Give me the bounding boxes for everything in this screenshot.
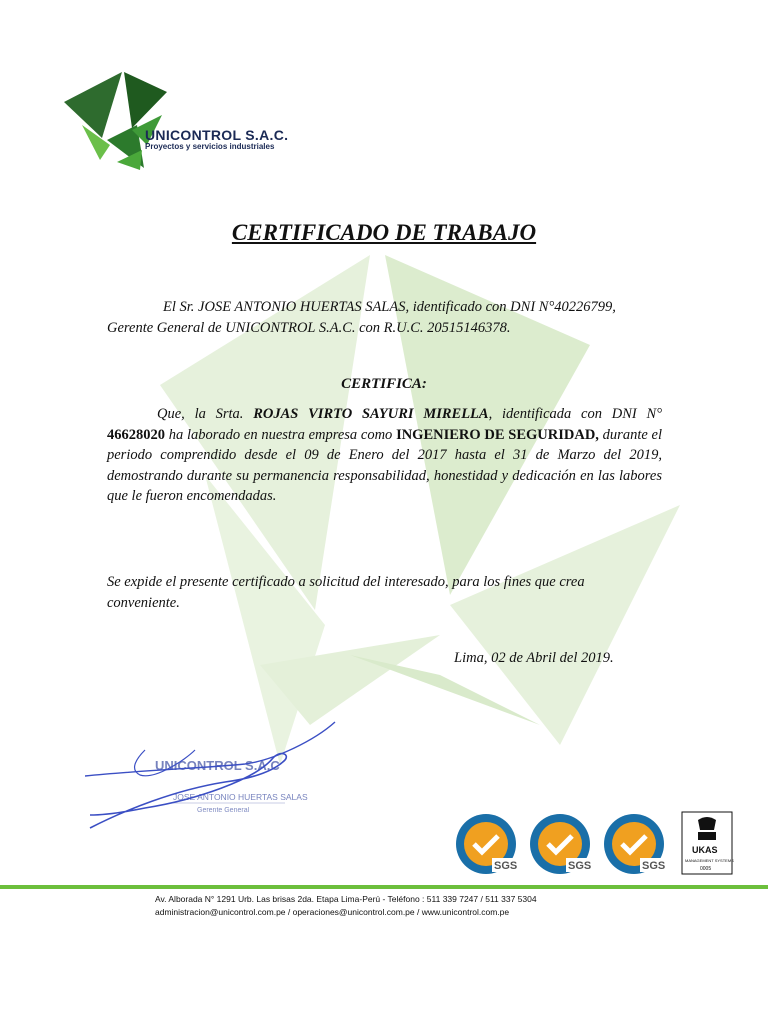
sgs-seal-3 (604, 814, 672, 874)
footer (155, 893, 537, 919)
svg-text:Gerente General: Gerente General (197, 807, 250, 814)
ukas-seal (682, 812, 734, 874)
employee-name: ROJAS VIRTO SAYURI MIRELLA (253, 406, 489, 422)
svg-text:0005: 0005 (700, 866, 712, 872)
intro-paragraph (107, 297, 667, 339)
svg-text:UKAS: UKAS (692, 845, 718, 855)
certification-body (107, 404, 662, 507)
body-mid-1: , identificada con DNI N° (488, 406, 662, 422)
employee-position: INGENIERO DE SEGURIDAD, (396, 426, 599, 443)
footer-divider (0, 883, 768, 891)
body-mid-2: ha laborado en nuestra empresa como (165, 426, 397, 443)
employee-dni: 46628020 (107, 426, 165, 443)
footer-contact: administracion@unicontrol.com.pe / operaciones@unicontrol.com.pe / www.unicontrol.com.pe (155, 907, 510, 917)
svg-text:JOSE ANTONIO HUERTAS SALAS: JOSE ANTONIO HUERTAS SALAS (173, 792, 308, 802)
svg-text:SGS: SGS (642, 860, 666, 872)
signature-stamp (85, 720, 345, 840)
company-tagline: Proyectos y servicios industriales (145, 142, 275, 151)
intro-line-1: El Sr. JOSE ANTONIO HUERTAS SALAS, identificado con DNI N°40226799, (163, 299, 616, 315)
certifica-heading: CERTIFICA: (341, 376, 427, 392)
body-prefix: Que, la Srta. (157, 406, 254, 422)
intro-line-2: Gerente General de UNICONTROL S.A.C. con R.U.C. 20515146378. (107, 320, 511, 336)
footer-address: Av. Alborada N° 1291 Urb. Las brisas 2da. Etapa Lima-Perú - Teléfono : 511 339 7247 / 511 337 5304 (155, 894, 537, 904)
closing-paragraph: Se expide el presente certificado a solicitud del interesado, para los fines que crea conveniente. (107, 574, 585, 611)
sgs-seal-2 (530, 814, 598, 874)
issue-date: Lima, 02 de Abril del 2019. (454, 650, 614, 666)
svg-text:UNICONTROL S.A.C: UNICONTROL S.A.C (155, 758, 280, 773)
certification-seals (452, 806, 742, 880)
sgs-seal-1 (456, 814, 524, 874)
company-logo (62, 70, 292, 175)
company-name: UNICONTROL S.A.C. (145, 127, 289, 143)
svg-text:SGS: SGS (568, 860, 592, 872)
document-title: CERTIFICADO DE TRABAJO (231, 220, 537, 245)
svg-text:SGS: SGS (494, 860, 518, 872)
svg-text:MANAGEMENT SYSTEMS: MANAGEMENT SYSTEMS (685, 858, 734, 863)
body-rest: durante el periodo comprendido desde el 09 de Enero del 2017 hasta el 31 de Marzo del 2019, demostrando durante su permanencia responsabilidad, honestidad y dedicación en las labores que le fueron encomendadas. (107, 426, 662, 504)
